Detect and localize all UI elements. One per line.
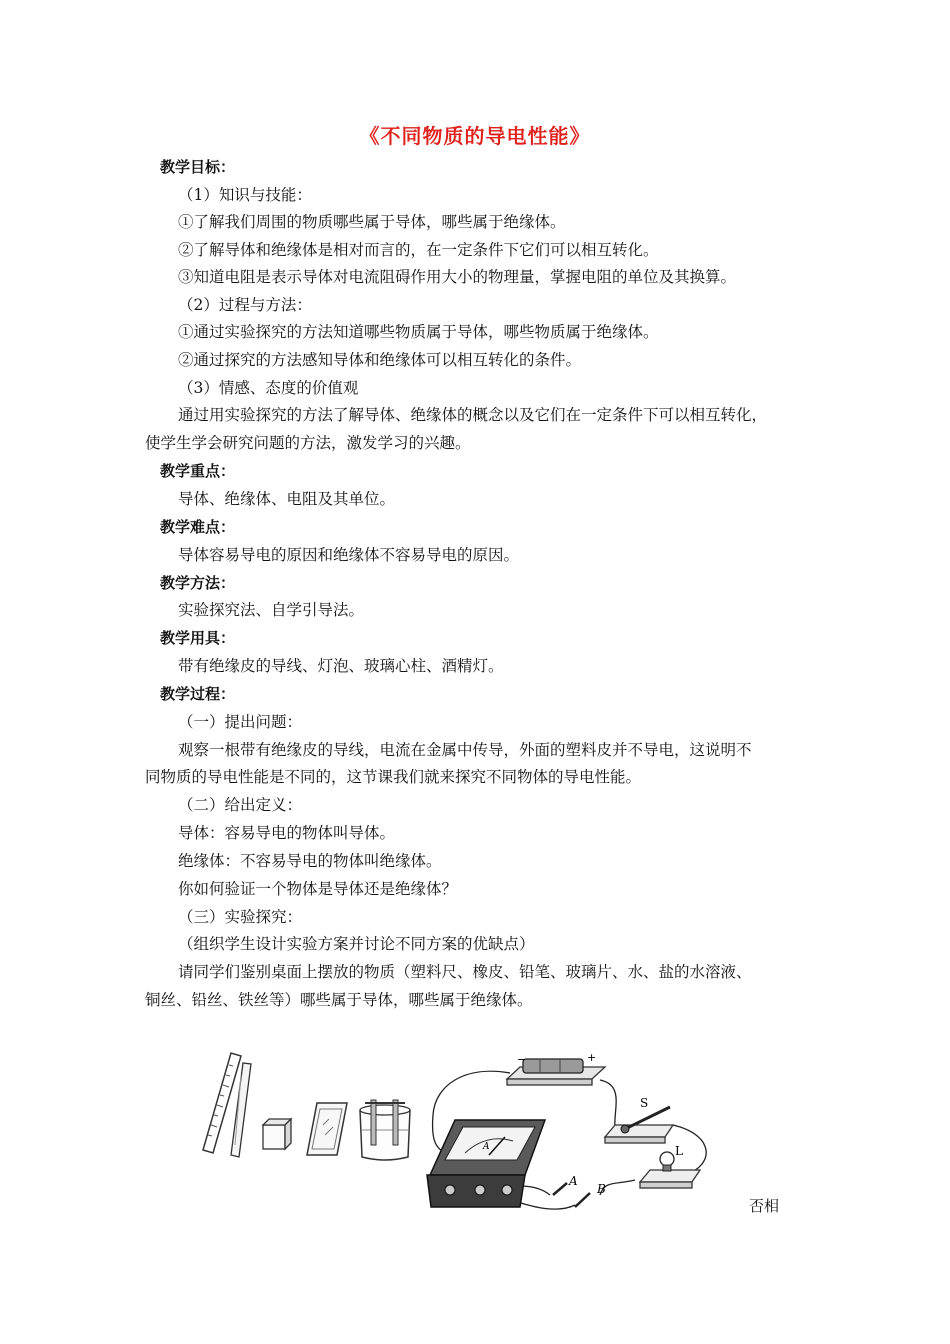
- heading-difficulties: 教学难点：: [160, 518, 236, 536]
- paragraph: 带有绝缘皮的导线、灯泡、玻璃心柱、酒精灯。: [178, 657, 504, 675]
- paragraph: （一）提出问题：: [178, 713, 303, 731]
- paragraph: 实验探究法、自学引导法。: [178, 601, 365, 619]
- paragraph: 导体、绝缘体、电阻及其单位。: [178, 490, 396, 508]
- experiment-illustration: [195, 1045, 755, 1225]
- paragraph: （二）给出定义：: [178, 796, 303, 814]
- paragraph: 你如何验证一个物体是导体还是绝缘体？: [178, 880, 458, 898]
- battery-image: [507, 1051, 605, 1085]
- paragraph: 观察一根带有绝缘皮的导线，电流在金属中传导，外面的塑料皮并不导电，这说明不: [178, 741, 752, 759]
- heading-methods: 教学方法：: [160, 574, 236, 592]
- heading-process: 教学过程：: [160, 685, 236, 703]
- meter-label: A: [483, 1142, 490, 1152]
- paragraph: 同物质的导电性能是不同的，这节课我们就来探究不同物体的导电性能。: [145, 768, 642, 786]
- paragraph: ②通过探究的方法感知导体和绝缘体可以相互转化的条件。: [178, 351, 582, 369]
- heading-key-points: 教学重点：: [160, 462, 236, 480]
- paragraph: （2）过程与方法：: [178, 296, 312, 314]
- probe-a-label: A: [569, 1174, 578, 1188]
- paragraph: 通过用实验探究的方法了解导体、绝缘体的概念以及它们在一定条件下可以相互转化，: [178, 406, 768, 424]
- figure-caption: 否相: [749, 1197, 780, 1215]
- bulb-label: L: [675, 1144, 683, 1158]
- probes: [553, 1174, 606, 1207]
- paragraph: 铜丝、铅丝、铁丝等）哪些属于导体，哪些属于绝缘体。: [145, 991, 533, 1009]
- probe-b-label: B: [597, 1182, 606, 1196]
- switch-label: S: [640, 1096, 649, 1110]
- battery-minus-label: −: [517, 1053, 527, 1066]
- paragraph: ②了解导体和绝缘体是相对而言的，在一定条件下它们可以相互转化。: [178, 241, 659, 259]
- ammeter-image: [427, 1120, 545, 1207]
- eraser-image: [263, 1119, 291, 1149]
- beaker-image: [360, 1100, 410, 1160]
- paragraph: ③知道电阻是表示导体对电流阻碍作用大小的物理量，掌握电阻的单位及其换算。: [178, 268, 737, 286]
- paragraph: （1）知识与技能：: [178, 186, 312, 204]
- paragraph: 使学生学会研究问题的方法，激发学习的兴趣。: [145, 434, 471, 452]
- paragraph: （3）情感、态度的价值观: [178, 379, 359, 397]
- bulb-image: [640, 1144, 700, 1188]
- glass-plate-image: [307, 1103, 347, 1155]
- paragraph: 绝缘体：不容易导电的物体叫绝缘体。: [178, 852, 442, 870]
- paragraph: ①了解我们周围的物质哪些属于导体，哪些属于绝缘体。: [178, 213, 566, 231]
- paragraph: 导体：容易导电的物体叫导体。: [178, 824, 396, 842]
- document-title: 《不同物质的导电性能》: [359, 124, 591, 148]
- battery-plus-label: +: [587, 1051, 597, 1064]
- heading-objectives: 教学目标：: [160, 158, 236, 176]
- heading-materials: 教学用具：: [160, 629, 236, 647]
- paragraph: ①通过实验探究的方法知道哪些物质属于导体，哪些物质属于绝缘体。: [178, 323, 659, 341]
- paragraph: 导体容易导电的原因和绝缘体不容易导电的原因。: [178, 546, 520, 564]
- paragraph: （组织学生设计实验方案并讨论不同方案的优缺点）: [178, 935, 535, 953]
- paragraph: （三）实验探究：: [178, 908, 303, 926]
- paragraph: 请同学们鉴别桌面上摆放的物质（塑料尺、橡皮、铅笔、玻璃片、水、盐的水溶液、: [178, 963, 752, 981]
